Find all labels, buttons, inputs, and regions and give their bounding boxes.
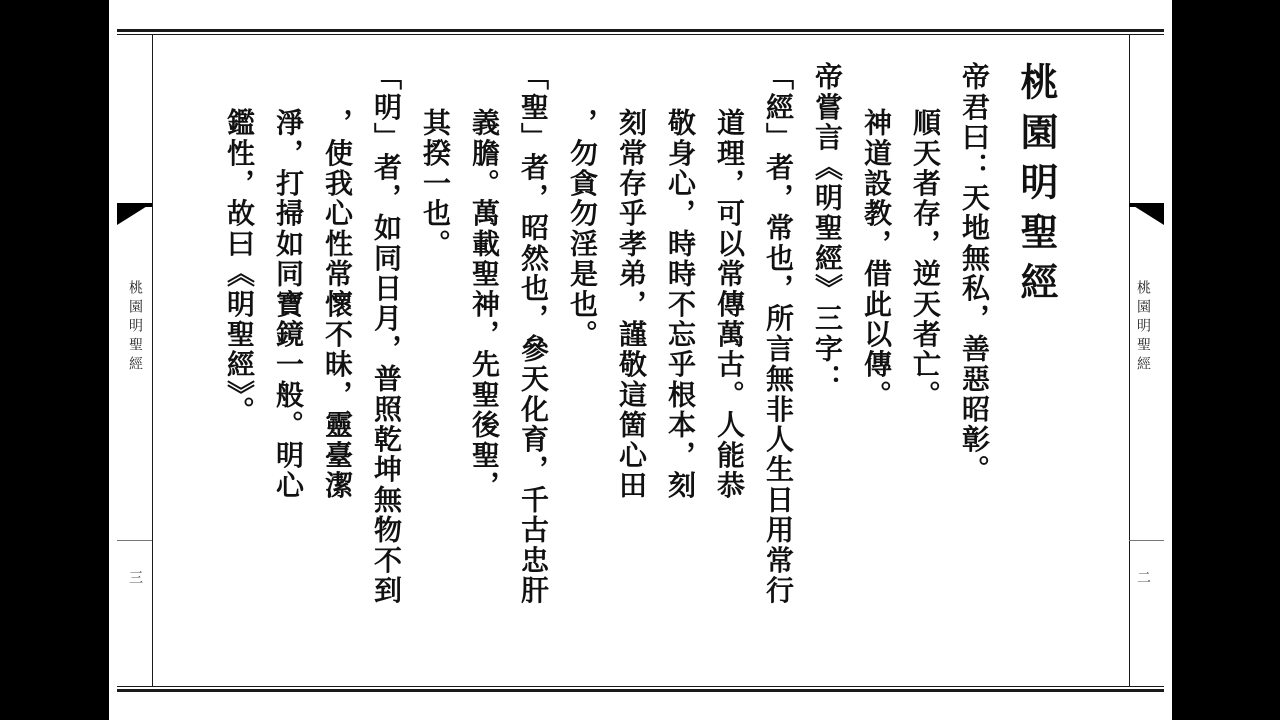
left-page-number-rule: [117, 540, 152, 541]
text-column: 義膽。萬載聖神，先聖後聖，: [468, 108, 501, 501]
text-column: 敬身心，時時不忘乎根本，刻: [664, 108, 697, 501]
text-column: 淨，打掃如同寶鏡一般。明心: [272, 108, 305, 501]
right-page-number: 二: [1135, 570, 1151, 589]
text-column: 神道設教，借此以傳。: [860, 108, 893, 410]
text-column: 其揆一也。: [419, 108, 452, 259]
bottom-border-thick: [117, 689, 1164, 692]
text-column: 「聖」者，昭然也，參天化育，千古忠肝: [517, 62, 550, 606]
text-column: 「經」者，常也，所言無非人生日用常行: [762, 62, 795, 606]
top-border-thin: [117, 34, 1164, 35]
text-column: 鑑性，故曰《明聖經》。: [223, 108, 256, 427]
scripture-text-body: [209, 62, 1074, 642]
left-page-number: 三: [127, 570, 143, 589]
text-column: 帝君曰：天地無私，善惡昭彰。: [958, 62, 991, 485]
scripture-page: [109, 0, 1172, 720]
top-border-thick: [117, 29, 1164, 32]
bottom-border-thin: [117, 686, 1164, 687]
text-column: ，使我心性常懷不昧，靈臺潔: [321, 108, 354, 501]
text-column: 順天者存，逆天者亡。: [909, 108, 942, 410]
left-fishtail-wedge: [117, 203, 152, 225]
text-column: 「明」者，如同日月，普照乾坤無物不到: [370, 62, 403, 606]
text-column: 道理，可以常傳萬古。人能恭: [713, 108, 746, 501]
text-column: ，勿貪勿淫是也。: [566, 108, 599, 350]
right-inner-rule: [1129, 34, 1130, 687]
left-margin-title: 桃園明聖經: [127, 280, 143, 375]
text-column: 刻常存乎孝弟，謹敬這箇心田: [615, 108, 648, 501]
text-column: 帝嘗言《明聖經》三字：: [811, 62, 844, 395]
left-inner-rule: [152, 34, 153, 687]
right-fishtail-wedge: [1129, 203, 1164, 225]
right-margin-title: 桃園明聖經: [1135, 280, 1151, 375]
scripture-title: 桃園明聖經: [1014, 62, 1059, 312]
right-page-number-rule: [1129, 540, 1164, 541]
